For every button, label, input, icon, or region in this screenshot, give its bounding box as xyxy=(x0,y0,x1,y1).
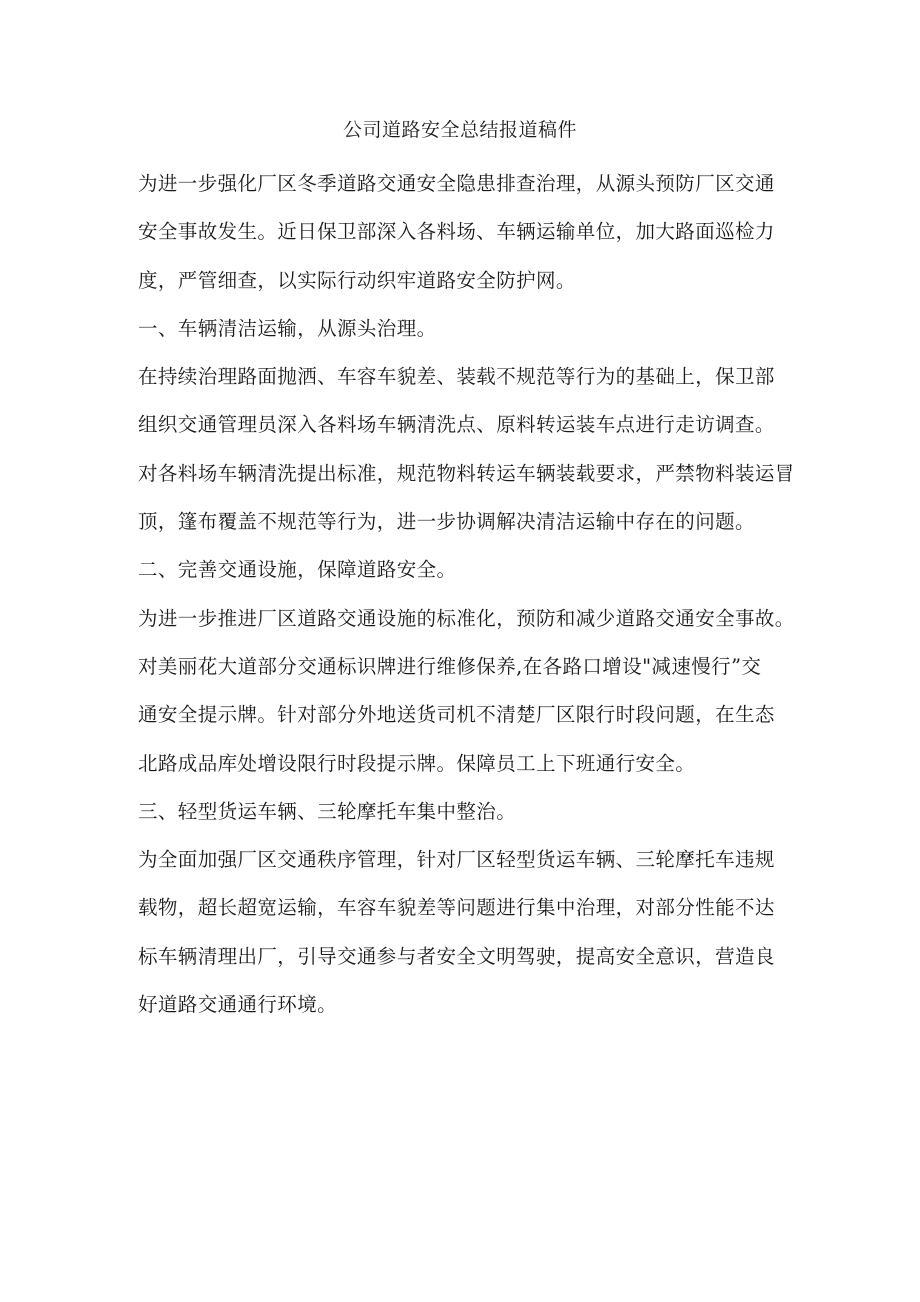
section-heading-1: 一、车辆清洁运输，从源头治理。 xyxy=(138,316,437,340)
text-line: 顶，篷布覆盖不规范等行为，进一步协调解决清洁运输中存在的问题。 xyxy=(138,510,755,534)
text-line: 载物，超长超宽运输，车容车貌差等问题进行集中治理，对部分性能不达 xyxy=(138,896,775,920)
text-line: 组织交通管理员深入各料场车辆清洗点、原料转运装车点进行走访调查。 xyxy=(138,413,775,437)
text-line: 为全面加强厂区交通秩序管理，针对厂区轻型货运车辆、三轮摩托车违规 xyxy=(138,848,775,872)
text-line: 为进一步强化厂区冬季道路交通安全隐患排查治理，从源头预防厂区交通 xyxy=(138,172,775,195)
text-line: 标车辆清理出厂，引导交通参与者安全文明驾驶，提高安全意识，营造良 xyxy=(138,944,775,968)
section-heading-3: 三、轻型货运车辆、三轮摩托车集中整治。 xyxy=(138,799,517,823)
text-line: 通安全提示牌。针对部分外地送货司机不清楚厂区限行时段问题，在生态 xyxy=(138,703,775,727)
text-line: 对各料场车辆清洗提出标准，规范物料转运车辆装载要求，严禁物料装运冒 xyxy=(138,461,795,485)
text-line: 北路成品库处增设限行时段提示牌。保障员工上下班通行安全。 xyxy=(138,751,696,775)
document-title: 公司道路安全总结报道稿件 xyxy=(342,119,577,141)
text-line: 在持续治理路面抛洒、车容车貌差、装载不规范等行为的基础上，保卫部 xyxy=(138,365,775,389)
text-line: 度，严管细查，以实际行动织牢道路安全防护网。 xyxy=(138,268,576,292)
text-line: 安全事故发生。近日保卫部深入各料场、车辆运输单位，加大路面巡检力 xyxy=(138,220,775,244)
text-line: 好道路交通通行环境。 xyxy=(138,993,338,1017)
section-heading-2: 二、完善交通设施，保障道路安全。 xyxy=(138,558,457,582)
text-line: 为进一步推进厂区道路交通设施的标准化，预防和减少道路交通安全事故。 xyxy=(138,606,795,630)
document-body xyxy=(138,160,795,1029)
text-line: 对美丽花大道部分交通标识牌进行维修保养,在各路口增设"减速慢行”交 xyxy=(138,654,762,678)
